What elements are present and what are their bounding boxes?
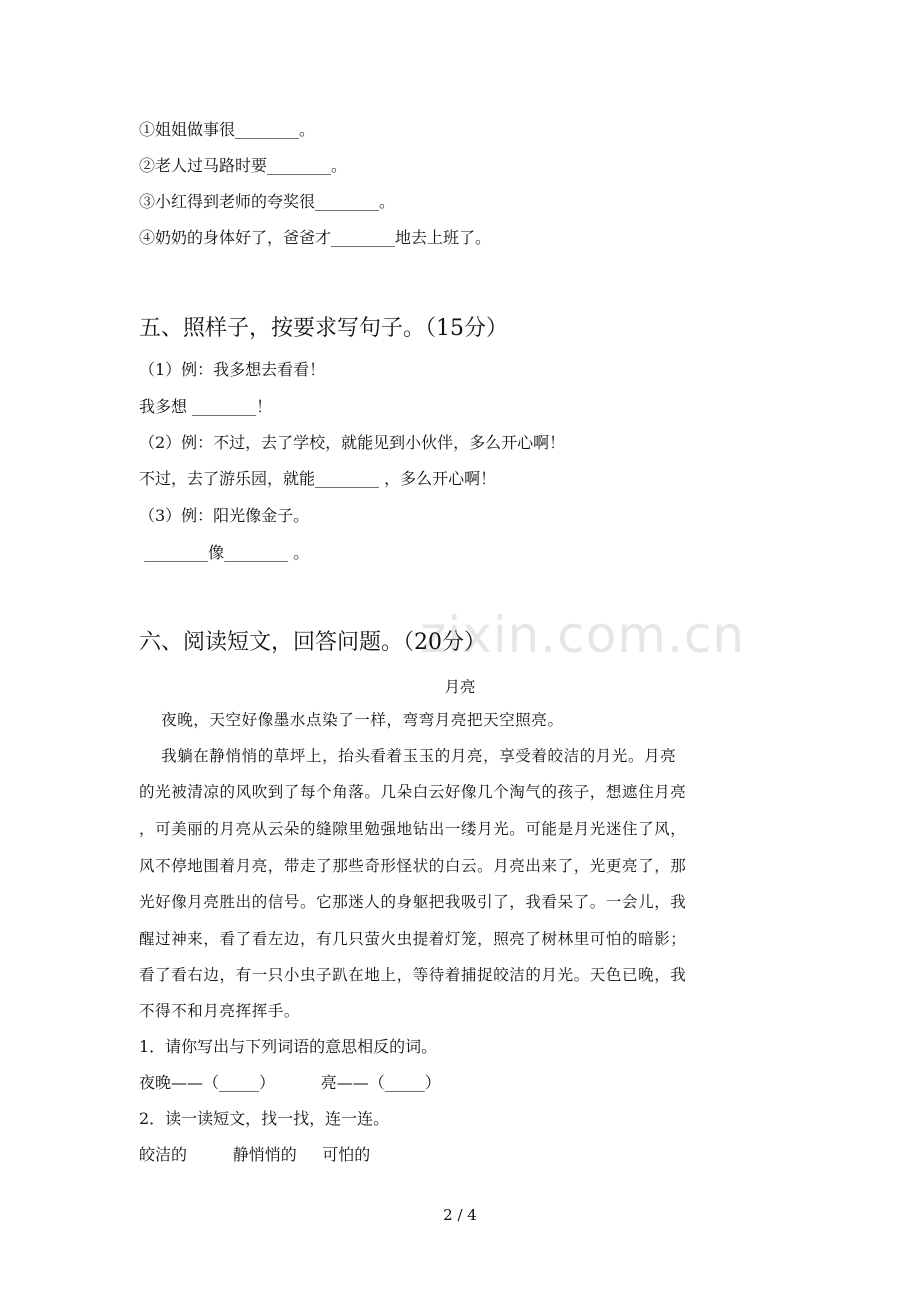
question-1: 1．请你写出与下列词语的意思相反的词。 <box>139 1037 438 1056</box>
passage-line: 醒过神来，看了看左边，有几只萤火虫提着灯笼，照亮了树林里可怕的暗影； <box>139 930 687 948</box>
passage-title: 月亮 <box>444 678 476 696</box>
section5-heading: 五、照样子，按要求写句子。（15分） <box>139 316 508 341</box>
section6-heading: 六、阅读短文，回答问题。（20分） <box>139 630 486 655</box>
passage-line: 的光被清凉的风吹到了每个角落。几朵白云好像几个淘气的孩子，想遮住月亮 <box>139 783 687 801</box>
question-2-words: 皎洁的 静悄悄的 可怕的 <box>139 1145 371 1164</box>
passage-line: 不得不和月亮挥挥手。 <box>139 1002 301 1020</box>
fill-blank-1: ①姐姐做事很________。 <box>139 120 316 139</box>
section5-task-1: 我多想 ________！ <box>139 397 273 416</box>
passage-line: 风不停地围着月亮，带走了那些奇形怪状的白云。月亮出来了，光更亮了，那 <box>139 857 687 875</box>
passage-line: 我躺在静悄悄的草坪上，抬头看着玉玉的月亮，享受着皎洁的月光。月亮 <box>139 747 677 765</box>
fill-blank-4: ④奶奶的身体好了，爸爸才________地去上班了。 <box>139 228 492 247</box>
section5-example-1: （1）例：我多想去看看！ <box>139 360 326 379</box>
question-2: 2．读一读短文，找一找，连一连。 <box>139 1109 390 1128</box>
section5-task-3: ________像________ 。 <box>139 543 310 562</box>
section5-task-2: 不过，去了游乐园，就能________ ，多么开心啊！ <box>139 469 497 488</box>
passage-paragraph-1: 夜晚，天空好像墨水点染了一样，弯弯月亮把天空照亮。 <box>139 711 564 729</box>
passage-line: 光好像月亮胜出的信号。它那迷人的身躯把我吸引了，我看呆了。一会儿，我 <box>139 893 687 911</box>
fill-blank-2: ②老人过马路时要________。 <box>139 156 348 175</box>
question-1-answer-blanks: 夜晚——（_____） 亮——（_____） <box>139 1073 441 1092</box>
passage-line: 看了看右边，有一只小虫子趴在地上，等待着捕捉皎洁的月光。天色已晚，我 <box>139 966 687 984</box>
page-number: 2 / 4 <box>443 1206 477 1224</box>
fill-blank-3: ③小红得到老师的夸奖很________。 <box>139 192 396 211</box>
section5-example-2: （2）例：不过，去了学校，就能见到小伙伴，多么开心啊！ <box>139 433 566 452</box>
section5-example-3: （3）例：阳光像金子。 <box>139 506 310 525</box>
watermark: zixin.com.cn <box>420 606 746 664</box>
passage-line: ，可美丽的月亮从云朵的缝隙里勉强地钻出一缕月光。可能是月光迷住了风， <box>139 820 687 838</box>
